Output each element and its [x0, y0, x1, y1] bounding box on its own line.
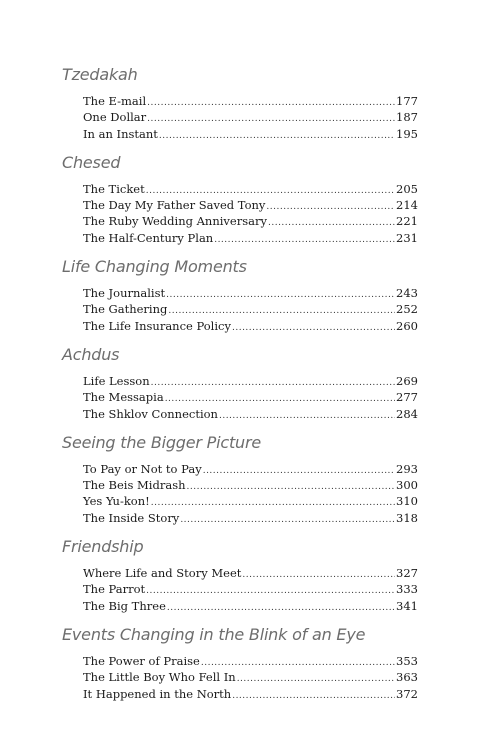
entry-list: [83, 461, 418, 526]
entry-page-number: 277: [396, 390, 418, 405]
dot-leader: [167, 600, 395, 616]
dot-leader: [151, 375, 395, 391]
toc-entry[interactable]: [83, 230, 418, 246]
entry-page-number: 333: [396, 582, 418, 597]
toc-entry[interactable]: [83, 389, 418, 405]
toc-section: [62, 536, 422, 624]
toc-entry[interactable]: [83, 285, 418, 301]
entry-list: [83, 285, 418, 334]
toc-entry[interactable]: [83, 461, 418, 477]
toc-section: [62, 344, 422, 432]
dot-leader: [214, 232, 395, 248]
entry-title: Yes Yu-kon!: [83, 494, 150, 509]
section-title: Life Changing Moments: [62, 257, 247, 277]
toc-entry[interactable]: [83, 653, 418, 669]
entry-title: The Ticket: [83, 181, 145, 196]
toc-entry[interactable]: [83, 126, 418, 142]
toc-section: [62, 432, 422, 536]
entry-page-number: 372: [396, 686, 418, 701]
toc-entry[interactable]: [83, 93, 418, 109]
dot-leader: [146, 583, 395, 599]
entry-title: The Parrot: [83, 582, 146, 597]
toc-section: [62, 256, 422, 344]
entry-title: The Journalist: [83, 286, 166, 301]
toc-entry[interactable]: [83, 477, 418, 493]
toc-entry[interactable]: [83, 406, 418, 422]
toc-entry[interactable]: [83, 197, 418, 213]
table-of-contents: [62, 64, 422, 702]
entry-page-number: 205: [396, 181, 418, 196]
entry-page-number: 269: [396, 373, 418, 388]
entry-list: [83, 653, 418, 702]
entry-title: To Pay or Not to Pay: [83, 461, 202, 476]
entry-title: It Happened in the North: [83, 686, 232, 701]
dot-leader: [219, 408, 395, 424]
entry-page-number: 327: [396, 566, 418, 581]
section-title: Tzedakah: [62, 65, 138, 84]
entry-page-number: 318: [396, 510, 418, 525]
entry-title: The Ruby Wedding Anniversary: [83, 214, 267, 229]
dot-leader: [159, 128, 395, 144]
toc-entry[interactable]: [83, 109, 418, 125]
toc-entry[interactable]: [83, 493, 418, 509]
section-title: Friendship: [62, 537, 144, 557]
entry-title: The Beis Midrash: [83, 478, 186, 493]
section-title: Seeing the Bigger Picture: [62, 432, 261, 452]
entry-title: The Life Insurance Policy: [83, 318, 231, 333]
entry-page-number: 293: [396, 461, 418, 476]
entry-title: Life Lesson: [83, 373, 150, 388]
section-title: Chesed: [62, 152, 121, 172]
entry-title: The Power of Praise: [83, 653, 200, 668]
entry-list: [83, 181, 418, 246]
dot-leader: [268, 215, 395, 231]
entry-page-number: 341: [396, 598, 418, 613]
toc-entry[interactable]: [83, 669, 418, 685]
entry-list: [83, 373, 418, 422]
toc-entry[interactable]: [83, 581, 418, 597]
toc-entry[interactable]: [83, 181, 418, 197]
toc-entry[interactable]: [83, 373, 418, 389]
dot-leader: [151, 495, 395, 511]
entry-title: The Half-Century Plan: [83, 230, 214, 245]
entry-title: The Day My Father Saved Tony: [83, 198, 266, 213]
entry-page-number: 221: [396, 214, 418, 229]
entry-title: The Gathering: [83, 302, 168, 317]
toc-entry[interactable]: [83, 565, 418, 581]
entry-page-number: 284: [396, 406, 418, 421]
dot-leader: [232, 320, 395, 336]
entry-title: The Messapia: [83, 390, 164, 405]
entry-page-number: 260: [396, 318, 418, 333]
dot-leader: [166, 287, 395, 303]
section-title: Events Changing in the Blink of an Eye: [62, 624, 366, 644]
dot-leader: [266, 199, 395, 215]
entry-page-number: 363: [396, 670, 418, 685]
toc-entry[interactable]: [83, 598, 418, 614]
section-title: Achdus: [62, 344, 120, 364]
toc-entry[interactable]: [83, 686, 418, 702]
entry-page-number: 177: [396, 94, 418, 108]
entry-page-number: 187: [396, 110, 418, 125]
entry-title: One Dollar: [83, 110, 147, 125]
toc-entry[interactable]: [83, 318, 418, 334]
entry-title: The Shklov Connection: [83, 406, 218, 421]
entry-title: The E-mail: [83, 94, 147, 108]
entry-page-number: 353: [396, 653, 418, 668]
entry-page-number: 243: [396, 286, 418, 301]
toc-entry[interactable]: [83, 213, 418, 229]
entry-page-number: 195: [396, 126, 418, 141]
entry-title: The Little Boy Who Fell In: [83, 670, 236, 685]
dot-leader: [242, 567, 395, 583]
entry-page-number: 252: [396, 302, 418, 317]
toc-section: [62, 152, 422, 256]
dot-leader: [180, 512, 395, 528]
entry-page-number: 231: [396, 230, 418, 245]
toc-entry[interactable]: [83, 510, 418, 526]
entry-title: The Big Three: [83, 598, 166, 613]
entry-title: Where Life and Story Meet: [83, 566, 242, 581]
dot-leader: [237, 671, 395, 687]
entry-list: [83, 93, 418, 142]
dot-leader: [147, 95, 395, 111]
dot-leader: [187, 479, 396, 495]
dot-leader: [147, 111, 395, 127]
entry-title: The Inside Story: [83, 510, 180, 525]
toc-section: [62, 64, 422, 152]
dot-leader: [203, 463, 395, 479]
entry-title: In an Instant: [83, 126, 158, 141]
toc-entry[interactable]: [83, 301, 418, 317]
entry-page-number: 310: [396, 494, 418, 509]
toc-section: [62, 624, 422, 702]
dot-leader: [232, 688, 395, 704]
entry-list: [83, 565, 418, 614]
entry-page-number: 214: [396, 198, 418, 213]
entry-page-number: 300: [396, 478, 418, 493]
